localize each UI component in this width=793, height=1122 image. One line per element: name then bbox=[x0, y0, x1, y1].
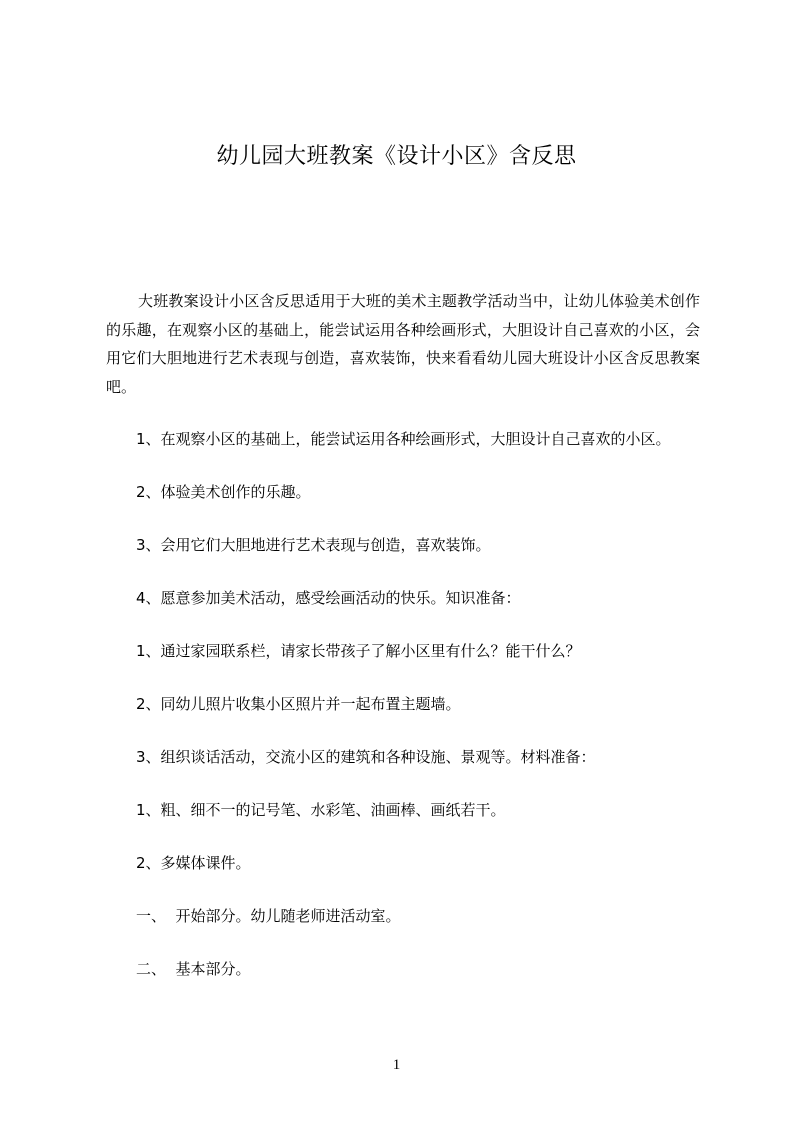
page-number: 1 bbox=[392, 1057, 401, 1073]
knowledge-prep-line-2: 2、同幼儿照片收集小区照片并一起布置主题墙。 bbox=[136, 695, 461, 713]
objective-line-3: 3、会用它们大胆地进行艺术表现与创造，喜欢装饰。 bbox=[136, 536, 491, 554]
knowledge-prep-line-1: 1、通过家园联系栏，请家长带孩子了解小区里有什么？能干什么？ bbox=[136, 642, 581, 660]
process-section-1: 一、 开始部分。幼儿随老师进活动室。 bbox=[136, 907, 401, 925]
objective-line-1: 1、在观察小区的基础上，能尝试运用各种绘画形式，大胆设计自己喜欢的小区。 bbox=[136, 430, 671, 448]
document-title: 幼儿园大班教案《设计小区》含反思 bbox=[216, 144, 577, 169]
process-section-2: 二、 基本部分。 bbox=[136, 960, 251, 978]
material-prep-line-2: 2、多媒体课件。 bbox=[136, 854, 251, 872]
material-prep-line-1: 1、粗、细不一的记号笔、水彩笔、油画棒、画纸若干。 bbox=[136, 801, 506, 819]
objective-line-2: 2、体验美术创作的乐趣。 bbox=[136, 483, 311, 501]
intro-paragraph: 大班教案设计小区含反思适用于大班的美术主题教学活动当中，让幼儿体验美术创作的乐趣，在观察小区的基础上，能尝试运用各种绘画形式，大胆设计自己喜欢的小区，会用它们大胆地进行艺术表现与创造，喜欢装饰，快来看看幼儿园大班设计小区含反思教案吧。 bbox=[106, 292, 700, 396]
knowledge-prep-line-3: 3、组织谈话活动，交流小区的建筑和各种设施、景观等。材料准备： bbox=[136, 748, 596, 766]
objective-line-4: 4、愿意参加美术活动，感受绘画活动的快乐。知识准备： bbox=[136, 589, 521, 607]
